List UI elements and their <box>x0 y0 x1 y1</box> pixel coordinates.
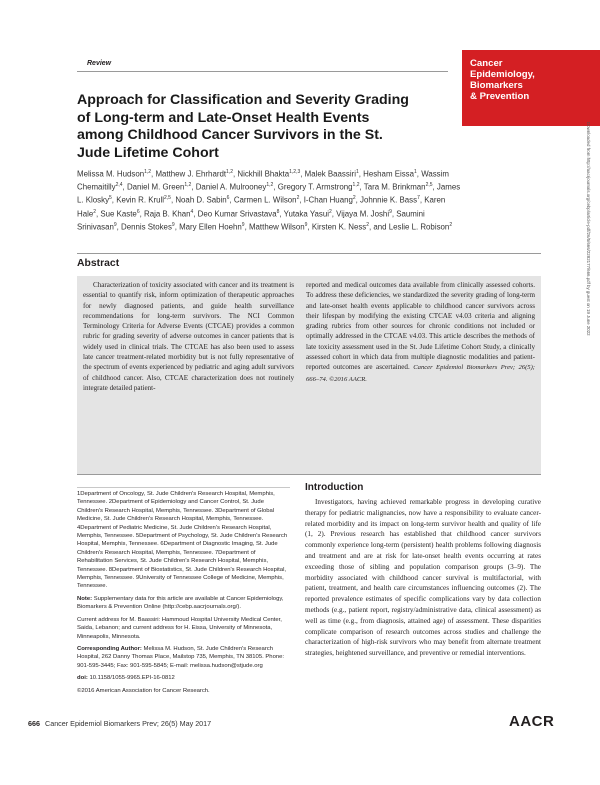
affiliations-block <box>77 490 290 699</box>
author-affiliation-marker: 2,5 <box>425 182 433 189</box>
author-name: Matthew Wilson <box>248 222 305 232</box>
author-name: Mary Ellen Hoehn <box>179 222 242 232</box>
article-title: Approach for Classification and Severity Grading of Long-term and Late-Onset Health Events among Childhood Cancer Survivors in the St. Jude Lifetime Cohort <box>77 92 409 161</box>
introduction-heading: Introduction <box>305 482 364 493</box>
author-affiliation-marker: 1,2 <box>226 169 233 175</box>
doi <box>77 674 290 682</box>
author-name: Dennis Stokes <box>121 222 172 232</box>
author-affiliation-marker: 1,2 <box>266 182 274 189</box>
journal-name: Cancer Epidemiology, Biomarkers & Prevention <box>470 58 535 102</box>
author-name: Deo Kumar Srivastava <box>197 209 277 219</box>
author-affiliation-marker: 9 <box>389 208 392 215</box>
abstract-column-1: Characterization of toxicity associated with cancer and its treatment is essential to quantify risk, inform optimization of therapeutic approaches for newly diagnosed patients, and guide health surveillance recommendations for long-term survivors. The NCI Common Terminology Criteria for Adverse Events (CTCAE) provides a common rubric for grading severity of adverse outcomes in cancer patients that is widely used in clinical trials. The CTCAE has also been used to assess late cancer treatment-related morbidity but is not fully representative of the spectrum of events experienced by pediatric and aging adult survivors of childhood cancer. Also, CTCAE characterization does not routinely integrate detailed patient- <box>83 281 294 392</box>
author-affiliation-marker: 8 <box>276 208 280 215</box>
author-name: Kirsten K. Ness <box>311 222 367 232</box>
section-label: Review <box>87 60 112 67</box>
author-name: Melissa M. Hudson <box>77 169 145 179</box>
author-affiliation-marker: 6 <box>136 208 140 215</box>
author-affiliation-marker: 2 <box>352 195 356 202</box>
author-affiliation-marker: 1,2,3 <box>289 169 301 175</box>
corresponding-text: Melissa M. Hudson, St. Jude Children's Research Hospital, 262 Danny Thomas Place, Mailstop 735, Memphis, TN 38105. Phone: 901-595-3445; Fax: 901-595-5845; E-mail: melissa.hudson@stjude.org <box>77 645 285 669</box>
abstract-heading: Abstract <box>77 258 120 269</box>
author-name: Daniel M. Green <box>126 182 185 192</box>
author-list: Melissa M. Hudson$^{1,2}$, Matthew J. Ehrhardt$^{1,2}$, Nickhill Bhakta$^{1,2,3}$, Malek Baassiri$^1$, Hesham Eissa$^1$, Wassim Chemaitilly$^{2,4}$, Daniel M. Green$^{1,2}$, Daniel A. Mulrooney$^{1,2}$, Gregory T. Armstrong$^{1,2}$, Tara M. Brinkman$^{2,5}$, James L. Klosky$^5$, Kevin R. Krull$^{2,5}$, Noah D. Sabin$^6$, Carmen L. Wilson$^2$, I-Chan Huang$^2$, Johnnie K. Bass$^7$, Karen Hale$^2$, Sue Kaste$^6$, Raja B. Khan$^4$, Deo Kumar Srivastava$^8$, Yutaka Yasui$^2$, Vijaya M. Joshi$^9$, Saumini Srinivasan$^9$, Dennis Stokes$^9$, Mary Ellen Hoehn$^9$, Matthew Wilson$^9$, Kirsten K. Ness$^2$, and Leslie L. Robison$^2$ <box>77 169 461 232</box>
current-address: Current address for M. Baassiri: Hammoud Hospital University Medical Center, Saida, Lebanon; and current address for H. Eissa, University of Minnesota, Minneapolis, Minnesota. <box>77 616 282 640</box>
author-name: Tara M. Brinkman <box>363 182 426 192</box>
note-label: Note: <box>77 595 93 602</box>
section-header-rule <box>77 62 448 72</box>
author-name: Matthew J. Ehrhardt <box>155 169 227 179</box>
author-affiliation-marker: 7 <box>417 195 420 202</box>
author-affiliation-marker: 1,2 <box>352 182 360 189</box>
author-name: Johnnie K. Bass <box>360 196 418 206</box>
author-name: Hesham Eissa <box>363 169 415 179</box>
author-name: Raja B. Khan <box>144 209 191 219</box>
supplementary-note <box>77 595 290 612</box>
aacr-logo <box>509 713 554 730</box>
download-note <box>585 122 593 542</box>
author-name: Saumini Srinivasan <box>77 209 425 232</box>
author-affiliation-marker: 2,4 <box>115 182 123 189</box>
author-name: Vijaya M. Joshi <box>336 209 390 219</box>
author-affiliation-marker: 9 <box>113 221 117 228</box>
author-affiliation-marker: 2 <box>93 208 97 215</box>
abstract-citation: Cancer Epidemiol Biomarkers Prev; 26(5); 666–74. ©2016 AACR. <box>306 364 535 383</box>
journal-reference: Cancer Epidemiol Biomarkers Prev; 26(5) May 2017 <box>45 719 212 728</box>
note-text: Supplementary data for this article are available at Cancer Epidemiology, Biomarkers & Prevention Online (http://cebp.aacrjournals.org/). <box>77 595 284 611</box>
doi-label: doi: <box>77 675 88 682</box>
doi-value[interactable]: 10.1158/1055-9965.EPI-16-0812 <box>89 675 175 682</box>
author-affiliation-marker: 2 <box>366 221 370 228</box>
author-affiliation-marker: 9 <box>241 221 245 228</box>
author-name: Malek Baassiri <box>304 169 356 179</box>
author-affiliation-marker: 5 <box>109 195 112 202</box>
abstract-column-2 <box>306 280 535 385</box>
author-name: Gregory T. Armstrong <box>277 182 353 192</box>
author-affiliation-marker: 1 <box>414 169 417 175</box>
author-name: Karen Hale <box>77 196 446 219</box>
introduction-text: Investigators, having achieved remarkable progress in developing curative therapy for pediatric malignancies, now have a responsibility to evaluate cancer-related morbidity and its impact on long-term survivor health and quality of life (1, 2). Previous research has established that childhood cancer survivors commonly experience long-term (persistent) health problems following diagnosis and treatment and are at risk for late-onset health events occurring at rates exceeding those of sibling and population comparison groups (3–9). The morbidity associated with childhood cancer survival is multifactorial, with patient, treatment, and health care circumstances influencing outcomes (2). The reported prevalence estimates of specific complications vary by data collection methods (e.g., patient report, registry/administrative data, clinical assessment) as well as time (e.g., from diagnosis, attained age) of assessment. These disparities complicate comparison of research outcomes across studies and challenge the characterization of high-risk survivors who may benefit from alternate treatment strategies, heightened surveillance, and preventive or remedial interventions. <box>305 498 541 658</box>
author-affiliation-marker: 2 <box>449 221 453 228</box>
author-affiliation-marker: 2 <box>328 208 332 215</box>
author-name: Wassim Chemaitilly <box>77 169 449 192</box>
author-name: Nickhill Bhakta <box>237 169 290 179</box>
abstract-top-rule <box>77 253 541 254</box>
author-name: Yutaka Yasui <box>283 209 329 219</box>
affiliation-list: 1Department of Oncology, St. Jude Children's Research Hospital, Memphis, Tennessee. 2Department of Epidemiology and Cancer Control, St. Jude Children's Research Hospital, Memphis, Tennessee. 3Department of Global Medicine, St. Jude Children's Research Hospital, Memphis, Tennessee. 4Department of Pediatric Medicine, St. Jude Children's Research Hospital, Memphis, Tennessee. 5Department of Psychology, St. Jude Children's Research Hospital, Memphis, Tennessee. 6Department of Diagnostic Imaging, St. Jude Children's Research Hospital, Memphis, Tennessee. 7Department of Rehabilitation Services, St. Jude Children's Research Hospital, Memphis, Tennessee. 8Department of Biostatistics, St. Jude Children's Research Hospital, Memphis, Tennessee. 9University of Tennessee College of Medicine, Memphis, Tennessee. <box>77 491 288 590</box>
author-affiliation-marker: 2,5 <box>164 195 171 202</box>
author-name: Daniel A. Mulrooney <box>195 182 267 192</box>
author-name: Sue Kaste <box>100 209 137 219</box>
abstract-column-2-text: reported and medical outcomes data available from clinically assessed cohorts. To address these deficiencies, we standardized the severity grading of long-term and late-onset health events applicable to childhood cancer survivors across their lifespan by modifying the existing CTCAE v4.03 criteria and aligning grading rubrics from other sources for chronic conditions not included or optimally addressed in the CTCAE v4.03. This article describes the methods of late toxicity assessment used in the St. Jude Lifetime Cohort Study, a clinically assessed cohort in which data from multiple diagnostic modalities and patient-reported outcomes are ascertained. <box>306 281 535 372</box>
author-name: I-Chan Huang <box>303 196 353 206</box>
download-note-text: Downloaded from http://aacrjournals.org/cebp/article-pdf/26/5/666/2282177/666.pdf by guest on 19 June 2022 <box>586 122 591 336</box>
affiliation-rule <box>77 487 290 488</box>
author-name: James L. Klosky <box>77 182 461 206</box>
author-name: Leslie L. Robison <box>388 222 450 232</box>
author-affiliation-marker: 6 <box>226 195 230 202</box>
author-affiliation-marker: 2 <box>296 195 300 202</box>
aacr-logo-text: AACR <box>509 713 555 730</box>
author-name: Noah D. Sabin <box>175 196 227 206</box>
author-affiliation-marker: 9 <box>171 221 175 228</box>
author-affiliation-marker: 1 <box>355 169 359 175</box>
corresponding-label: Corresponding Author: <box>77 645 142 652</box>
copyright: ©2016 American Association for Cancer Research. <box>77 687 210 694</box>
page-number: 666 <box>28 719 40 728</box>
abstract-bottom-rule <box>77 474 541 475</box>
author-name: Kevin R. Krull <box>116 196 164 206</box>
author-affiliation-marker: 4 <box>190 208 194 215</box>
author-affiliation-marker: 1,2 <box>184 182 192 189</box>
author-name: Carmen L. Wilson <box>233 196 297 206</box>
corresponding-author <box>77 645 290 670</box>
author-affiliation-marker: 1,2 <box>144 169 152 175</box>
author-affiliation-marker: 9 <box>304 221 308 228</box>
